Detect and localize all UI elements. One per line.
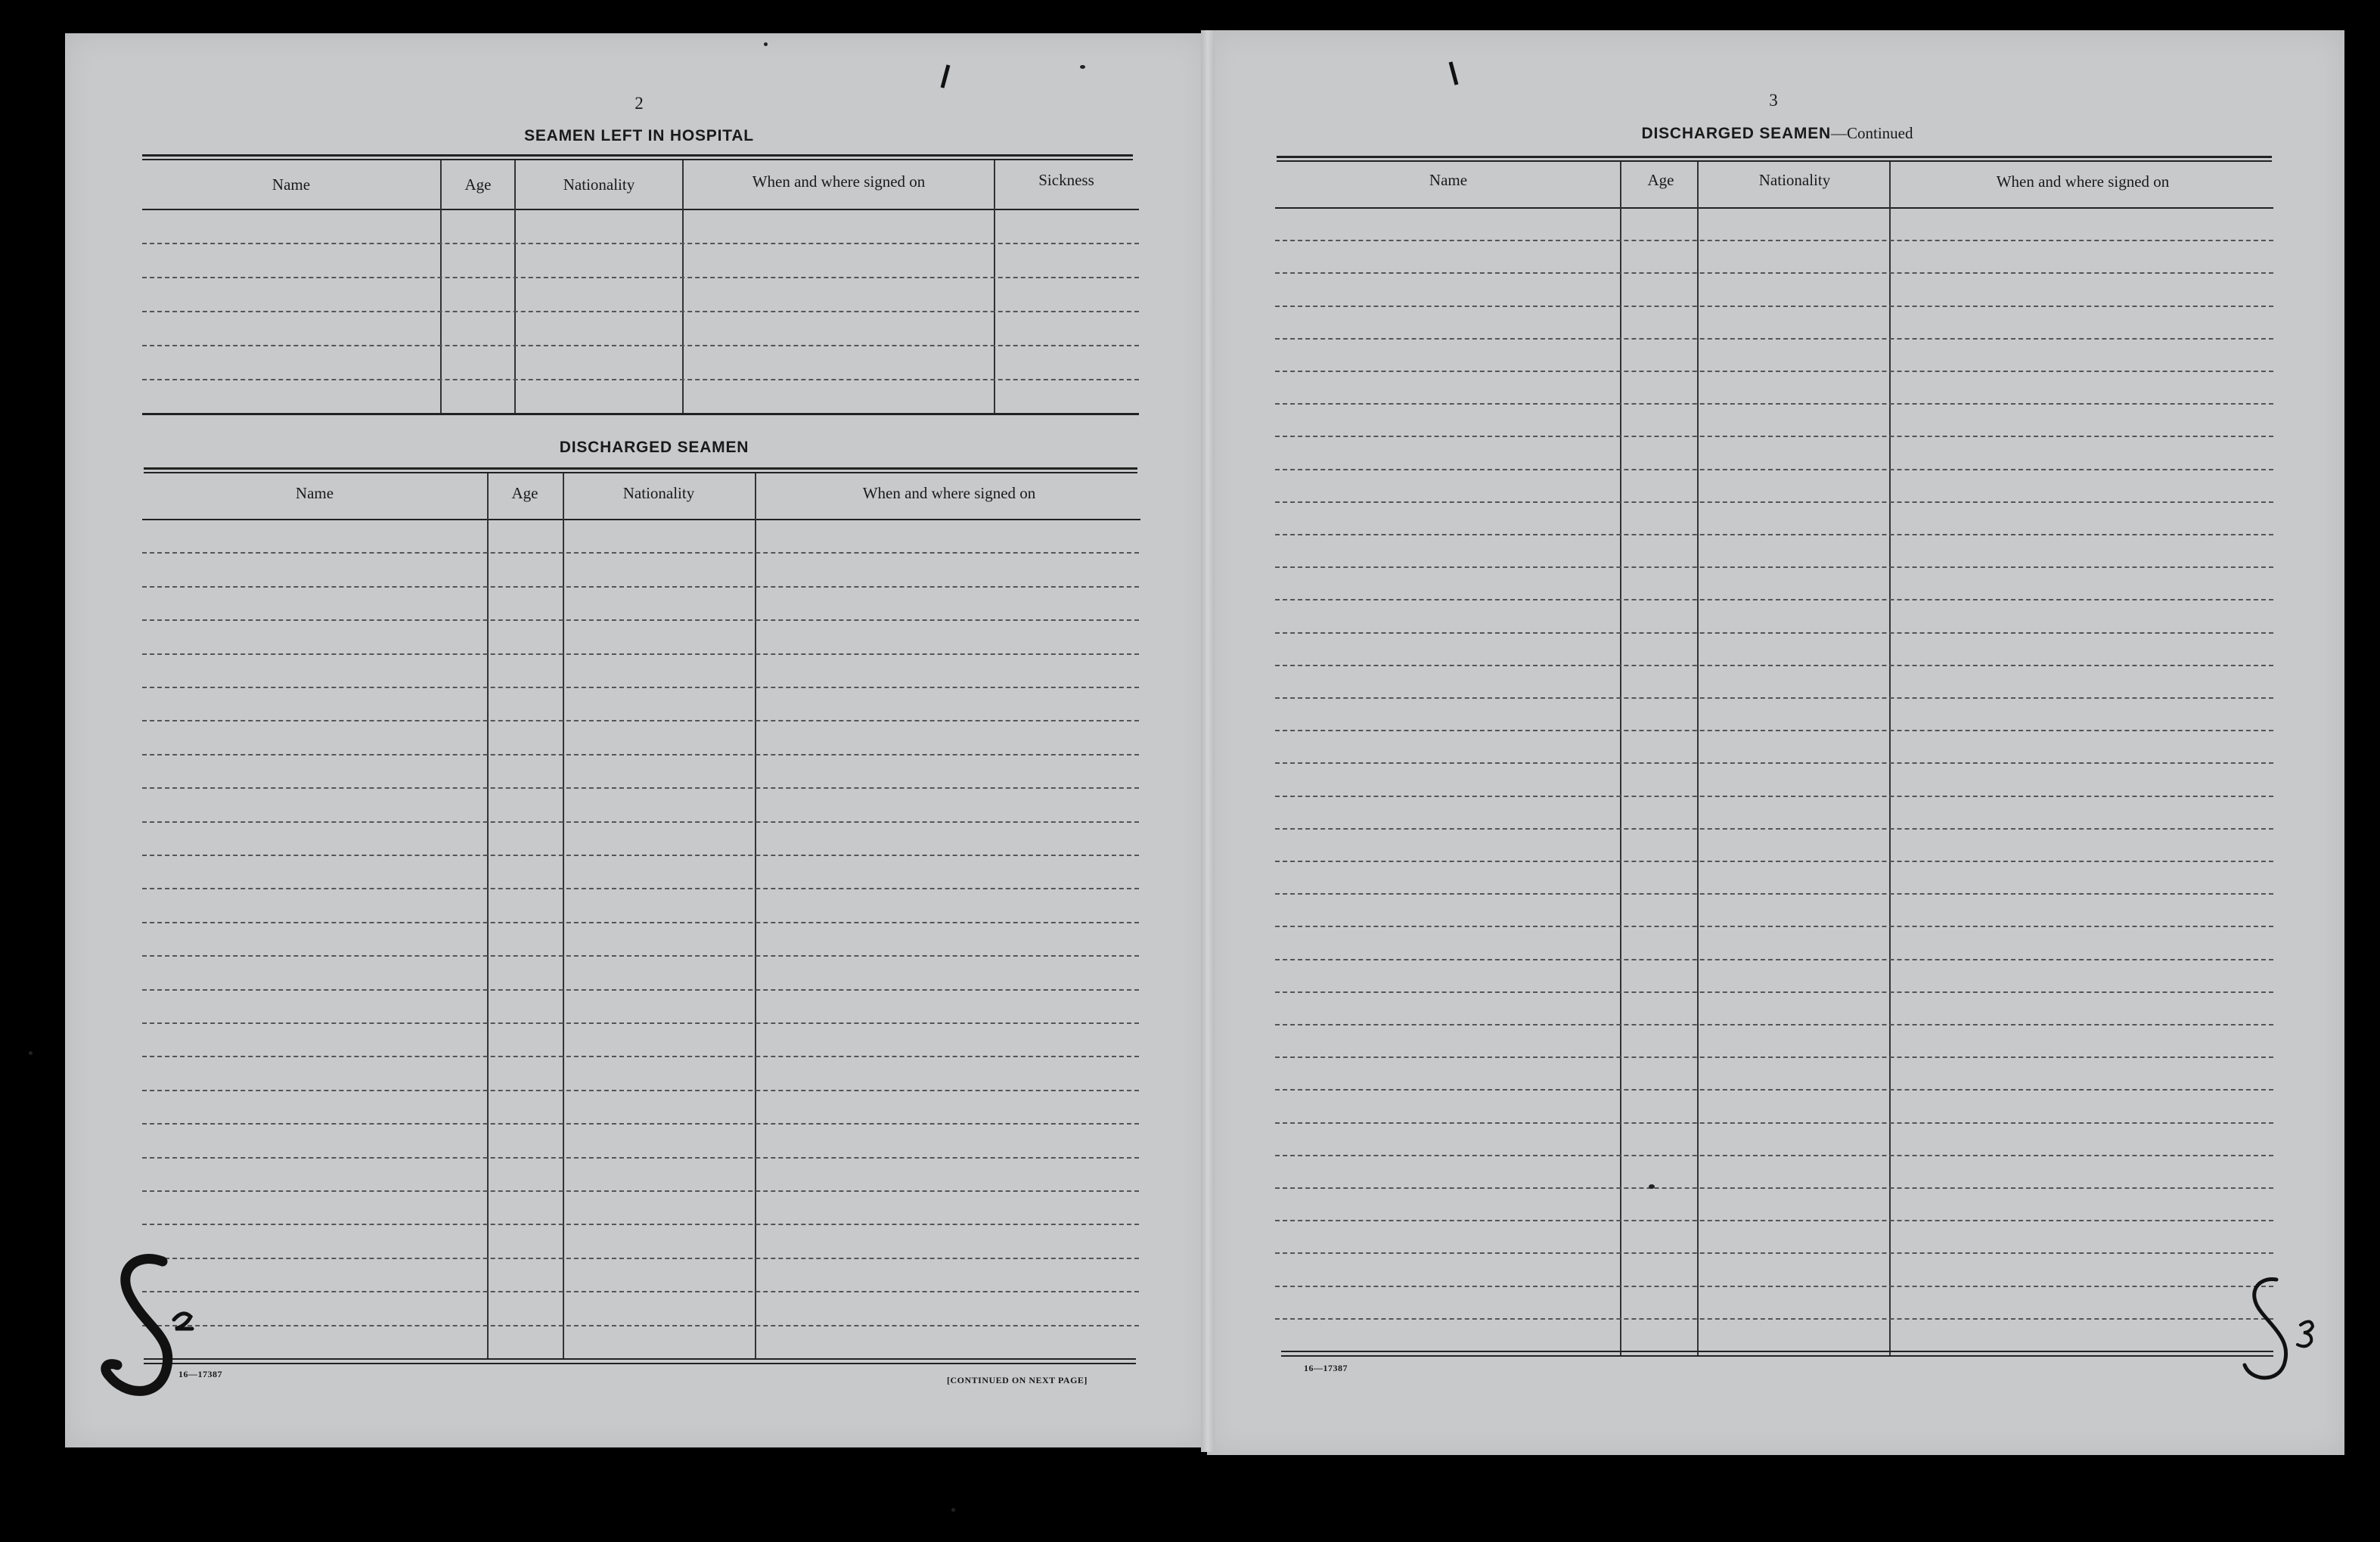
right-col-divider bbox=[1889, 162, 1891, 1355]
blank-row-line bbox=[142, 1190, 1139, 1192]
blank-row-line bbox=[1275, 436, 2273, 437]
blank-row-line bbox=[142, 1258, 1139, 1259]
blank-row-line bbox=[142, 345, 1139, 346]
right-header-name: Name bbox=[1429, 171, 1468, 189]
blank-row-line bbox=[1275, 1089, 2273, 1091]
blank-row-line bbox=[1275, 371, 2273, 372]
right-header-rule bbox=[1275, 207, 2273, 209]
speck bbox=[29, 1051, 33, 1055]
hospital-header-sickness: Sickness bbox=[1038, 171, 1094, 189]
blank-row-line bbox=[142, 243, 1139, 244]
right-section-title-suffix: —Continued bbox=[1830, 124, 1913, 142]
blank-row-line bbox=[1275, 1187, 2273, 1189]
speck bbox=[764, 42, 768, 46]
blank-row-line bbox=[1275, 338, 2273, 340]
discharged-header-age: Age bbox=[511, 484, 538, 502]
blank-row-line bbox=[142, 1056, 1139, 1057]
blank-row-line bbox=[1275, 665, 2273, 666]
right-section-title bbox=[1543, 124, 2012, 143]
hospital-header-signed-on: When and where signed on bbox=[752, 172, 926, 191]
discharged-top-rule bbox=[144, 467, 1137, 470]
pencil-tick bbox=[938, 64, 953, 91]
blank-row-line bbox=[142, 1291, 1139, 1292]
discharged-col-divider bbox=[487, 473, 489, 1358]
blank-row-line bbox=[1275, 893, 2273, 895]
right-section-title-main: DISCHARGED SEAMEN bbox=[1641, 125, 1831, 142]
right-stamp-mark bbox=[2231, 1271, 2329, 1392]
hospital-top-rule-2 bbox=[142, 159, 1133, 160]
hospital-col-divider bbox=[514, 160, 516, 414]
blank-row-line bbox=[142, 1022, 1139, 1024]
discharged-bottom-rule bbox=[144, 1358, 1136, 1360]
blank-row-line bbox=[142, 619, 1139, 621]
blank-row-line bbox=[1275, 534, 2273, 535]
blank-row-line bbox=[1275, 632, 2273, 634]
hospital-col-divider bbox=[682, 160, 684, 414]
blank-row-line bbox=[142, 586, 1139, 588]
blank-row-line bbox=[142, 1123, 1139, 1125]
pencil-tick bbox=[1446, 61, 1461, 88]
blank-row-line bbox=[1275, 1318, 2273, 1320]
speck bbox=[1649, 1184, 1655, 1189]
blank-row-line bbox=[1275, 697, 2273, 699]
blank-row-line bbox=[1275, 796, 2273, 797]
blank-row-line bbox=[142, 922, 1139, 923]
blank-row-line bbox=[142, 379, 1139, 380]
blank-row-line bbox=[142, 1224, 1139, 1225]
hospital-header-age: Age bbox=[464, 175, 492, 194]
discharged-header-rule bbox=[142, 519, 1140, 520]
hospital-section-title: SEAMEN LEFT IN HOSPITAL bbox=[524, 127, 754, 144]
hospital-bottom-rule bbox=[142, 413, 1139, 415]
discharged-col-divider bbox=[755, 473, 756, 1358]
discharged-header-name: Name bbox=[295, 484, 334, 502]
blank-row-line bbox=[1275, 1024, 2273, 1025]
blank-row-line bbox=[1275, 762, 2273, 764]
blank-row-line bbox=[142, 1325, 1139, 1326]
blank-row-line bbox=[1275, 991, 2273, 993]
blank-row-line bbox=[1275, 1056, 2273, 1058]
blank-row-line bbox=[1275, 272, 2273, 274]
blank-row-line bbox=[1275, 1220, 2273, 1221]
discharged-col-divider bbox=[563, 473, 564, 1358]
blank-row-line bbox=[142, 1090, 1139, 1091]
blank-row-line bbox=[142, 989, 1139, 991]
blank-row-line bbox=[1275, 828, 2273, 830]
hospital-col-divider bbox=[440, 160, 442, 414]
blank-row-line bbox=[142, 277, 1139, 278]
discharged-header-nationality: Nationality bbox=[622, 484, 695, 502]
right-page-number: 3 bbox=[1769, 91, 1778, 110]
blank-row-line bbox=[1275, 501, 2273, 503]
right-top-rule bbox=[1277, 156, 2272, 158]
blank-row-line bbox=[1275, 240, 2273, 241]
blank-row-line bbox=[142, 311, 1139, 312]
blank-row-line bbox=[142, 855, 1139, 856]
blank-row-line bbox=[1275, 1155, 2273, 1156]
right-top-rule-2 bbox=[1277, 160, 2272, 162]
discharged-section-title: DISCHARGED SEAMEN bbox=[559, 439, 749, 456]
blank-row-line bbox=[1275, 599, 2273, 600]
blank-row-line bbox=[142, 687, 1139, 688]
blank-row-line bbox=[1275, 959, 2273, 960]
blank-row-line bbox=[1275, 1286, 2273, 1287]
discharged-top-rule-2 bbox=[144, 472, 1137, 473]
discharged-bottom-rule-2 bbox=[144, 1363, 1136, 1364]
blank-row-line bbox=[1275, 403, 2273, 405]
blank-row-line bbox=[142, 1157, 1139, 1159]
hospital-col-divider bbox=[994, 160, 995, 414]
speck bbox=[951, 1508, 955, 1512]
right-page bbox=[1207, 30, 2344, 1455]
right-col-divider bbox=[1697, 162, 1699, 1355]
blank-row-line bbox=[1275, 1252, 2273, 1254]
blank-row-line bbox=[1275, 926, 2273, 927]
blank-row-line bbox=[1275, 469, 2273, 470]
left-form-number: 16—17387 bbox=[178, 1369, 222, 1379]
left-stamp-mark bbox=[91, 1248, 219, 1407]
right-bottom-rule-2 bbox=[1281, 1355, 2273, 1357]
blank-row-line bbox=[142, 754, 1139, 755]
hospital-header-name: Name bbox=[272, 175, 311, 194]
continued-note: [CONTINUED ON NEXT PAGE] bbox=[947, 1375, 1088, 1385]
blank-row-line bbox=[1275, 861, 2273, 862]
blank-row-line bbox=[1275, 566, 2273, 568]
right-header-age: Age bbox=[1647, 171, 1674, 189]
blank-row-line bbox=[142, 888, 1139, 889]
blank-row-line bbox=[1275, 730, 2273, 731]
left-page bbox=[65, 33, 1207, 1447]
blank-row-line bbox=[1275, 1122, 2273, 1124]
blank-row-line bbox=[142, 787, 1139, 789]
speck bbox=[1080, 65, 1085, 69]
blank-row-line bbox=[142, 821, 1139, 823]
blank-row-line bbox=[142, 552, 1139, 554]
page-fold bbox=[1201, 30, 1215, 1452]
blank-row-line bbox=[142, 955, 1139, 957]
discharged-header-signed-on: When and where signed on bbox=[862, 484, 1036, 502]
hospital-header-nationality: Nationality bbox=[563, 175, 635, 194]
blank-row-line bbox=[142, 653, 1139, 655]
blank-row-line bbox=[1275, 306, 2273, 307]
right-header-signed-on: When and where signed on bbox=[1996, 172, 2170, 191]
left-page-number: 2 bbox=[635, 94, 644, 113]
right-bottom-rule bbox=[1281, 1351, 2273, 1352]
hospital-top-rule bbox=[142, 154, 1133, 157]
right-col-divider bbox=[1620, 162, 1621, 1355]
right-header-nationality: Nationality bbox=[1758, 171, 1831, 189]
blank-row-line bbox=[142, 720, 1139, 721]
right-form-number: 16—17387 bbox=[1304, 1363, 1348, 1373]
hospital-header-rule bbox=[142, 209, 1139, 210]
